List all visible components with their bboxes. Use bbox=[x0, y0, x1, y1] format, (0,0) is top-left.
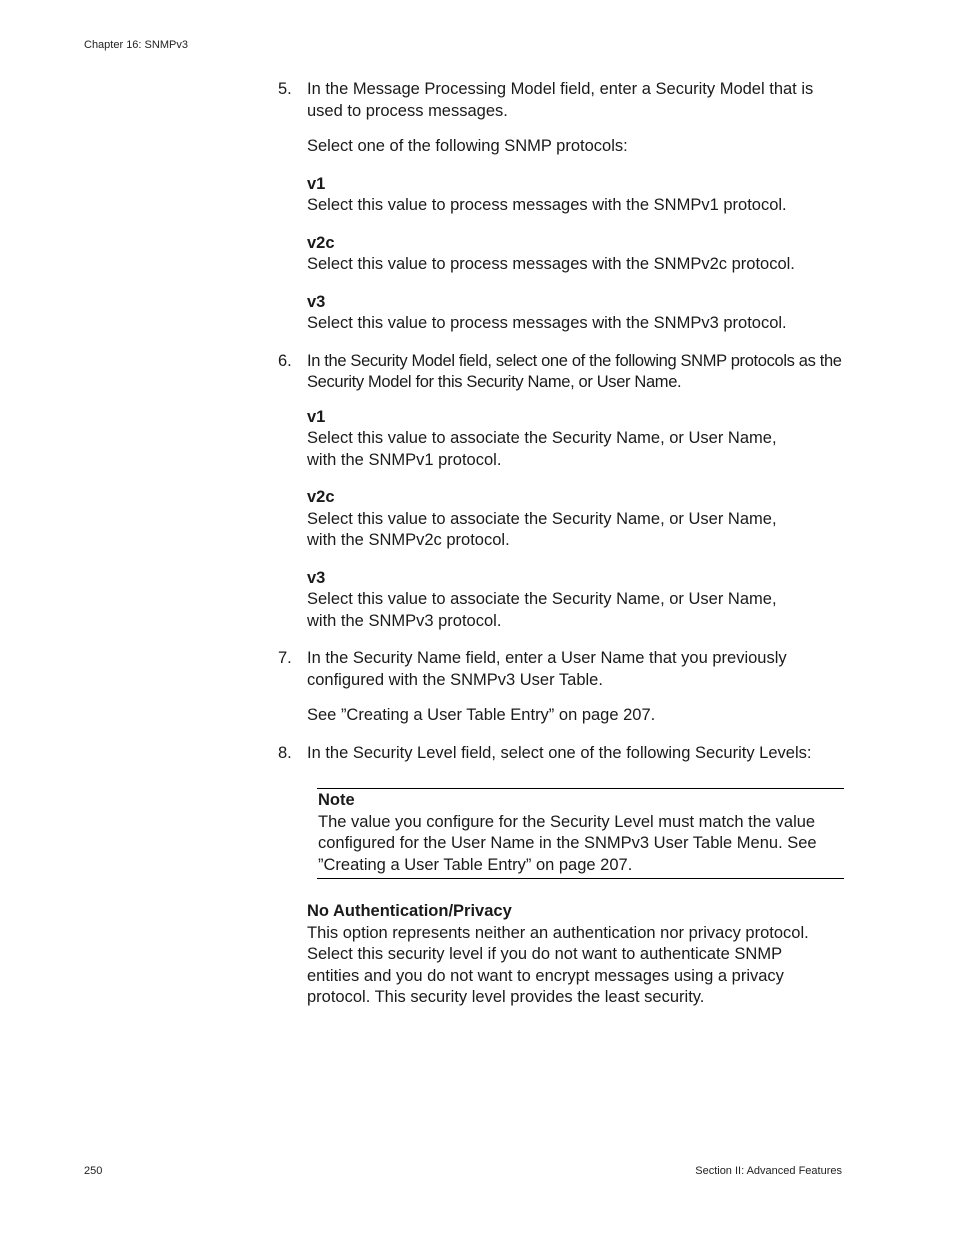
option-desc: This option represents neither an authentication nor privacy protocol. Select this security level if you do not want to authenticate SNMP entities and you do not want to encrypt messages using a privacy protocol. This security level provides the least security. bbox=[307, 923, 809, 1006]
option-v2c bbox=[307, 233, 844, 276]
step-5 bbox=[278, 79, 844, 335]
option-v3 bbox=[307, 292, 844, 335]
option-desc: Select this value to process messages with the SNMPv2c protocol. bbox=[307, 255, 795, 273]
step-text: In the Message Processing Model field, enter a Security Model that is used to process messages. bbox=[307, 80, 814, 120]
step-number: 6. bbox=[278, 351, 292, 370]
step-intro: Select one of the following SNMP protocols: bbox=[307, 137, 628, 155]
option-v1 bbox=[307, 407, 844, 472]
step-7 bbox=[278, 648, 844, 727]
note-box bbox=[317, 788, 844, 879]
option-desc: Select this value to process messages with the SNMPv1 protocol. bbox=[307, 196, 787, 214]
option-desc: Select this value to associate the Security Name, or User Name, with the SNMPv3 protocol. bbox=[307, 590, 777, 630]
step-text: In the Security Model field, select one of the following SNMP protocols as the Security Model for this Security Name, or User Name. bbox=[307, 351, 842, 391]
running-footer: Section II: Advanced Features bbox=[695, 1165, 842, 1177]
option-term: v3 bbox=[307, 292, 326, 311]
step-8 bbox=[278, 743, 844, 1009]
note-text: The value you configure for the Security Level must match the value configured for the User Name in the SNMPv3 User Table Menu. See ”Creating a User Table Entry” on page 207. bbox=[318, 812, 817, 874]
option-desc: Select this value to associate the Security Name, or User Name, with the SNMPv1 protocol. bbox=[307, 429, 777, 469]
page-number: 250 bbox=[84, 1165, 103, 1177]
running-header: Chapter 16: SNMPv3 bbox=[84, 39, 188, 51]
option-desc: Select this value to associate the Security Name, or User Name, with the SNMPv2c protocol. bbox=[307, 509, 777, 549]
option-v1 bbox=[307, 174, 844, 217]
step-number: 7. bbox=[278, 649, 292, 667]
option-no-auth-privacy bbox=[307, 901, 844, 1009]
step-6 bbox=[278, 351, 844, 633]
option-term: v1 bbox=[307, 407, 326, 426]
option-v3 bbox=[307, 568, 844, 633]
cross-reference: See ”Creating a User Table Entry” on page 207. bbox=[307, 706, 656, 724]
step-text: In the Security Name field, enter a User Name that you previously configured with the SNMPv3 User Table. bbox=[307, 649, 787, 689]
option-desc: Select this value to process messages with the SNMPv3 protocol. bbox=[307, 314, 787, 332]
option-term: No Authentication/Privacy bbox=[307, 902, 512, 920]
page-content bbox=[278, 79, 844, 1009]
step-number: 8. bbox=[278, 743, 292, 762]
step-number: 5. bbox=[278, 80, 292, 98]
option-term: v3 bbox=[307, 568, 326, 587]
option-term: v1 bbox=[307, 174, 326, 193]
option-v2c bbox=[307, 487, 844, 552]
option-term: v2c bbox=[307, 233, 335, 252]
option-term: v2c bbox=[307, 488, 335, 506]
step-text: In the Security Level field, select one of the following Security Levels: bbox=[307, 743, 812, 762]
note-title: Note bbox=[318, 791, 355, 809]
